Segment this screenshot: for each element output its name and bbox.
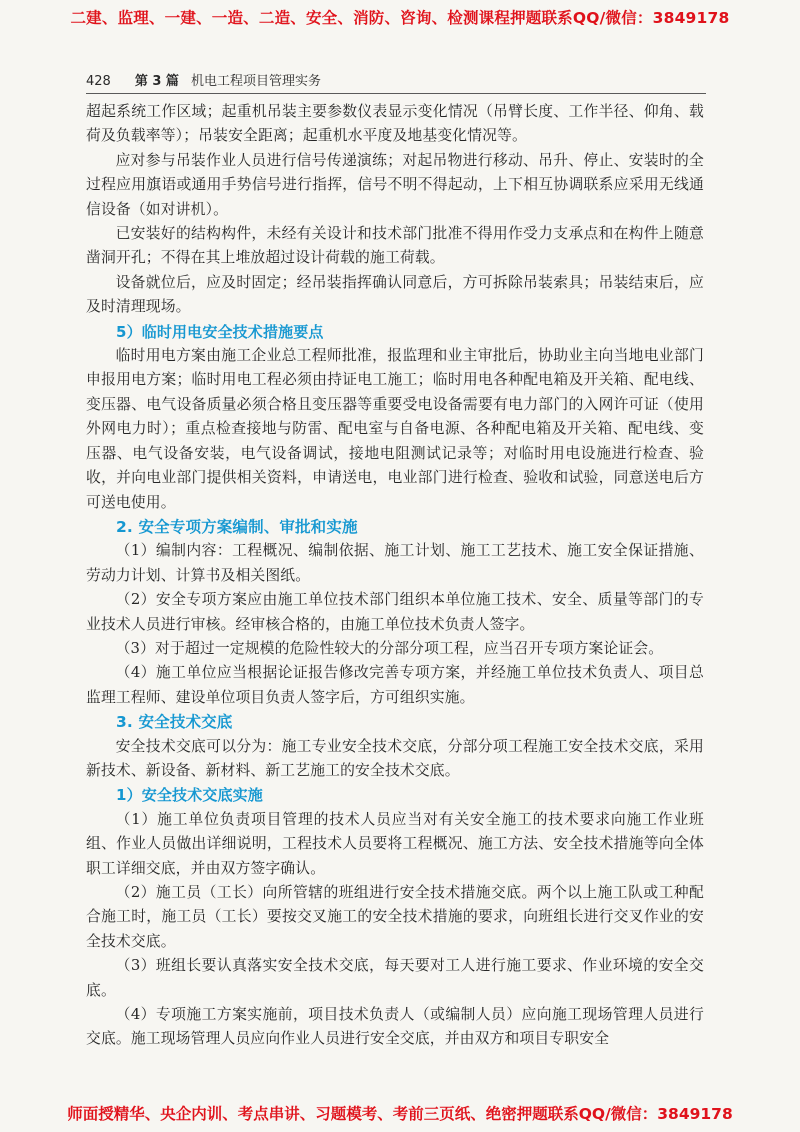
promo-banner-bottom: 师面授精华、央企内训、考点串讲、习题模考、考前三页纸、绝密押题联系QQ/微信：3849178 bbox=[67, 1105, 733, 1123]
promo-banner-top: 二建、监理、一建、一造、二造、安全、消防、咨询、检测课程押题联系QQ/微信：3849178 bbox=[70, 9, 730, 27]
part-label: 第 3 篇 bbox=[134, 74, 179, 89]
page-number: 428 bbox=[86, 74, 111, 89]
paragraph: （1）施工单位负责项目管理的技术人员应当对有关安全施工的技术要求向施工作业班组、作业人员做出详细说明，工程技术人员要将工程概况、施工方法、安全技术措施等向全体职工详细交底，并由双方签字确认。 bbox=[86, 810, 704, 877]
paragraph: （4）专项施工方案实施前，项目技术负责人（或编制人员）应向施工现场管理人员进行交底。施工现场管理人员应向作业人员进行安全交底，并由双方和项目专职安全 bbox=[86, 1006, 704, 1048]
page-body bbox=[86, 100, 704, 1052]
paragraph: （4）施工单位应当根据论证报告修改完善专项方案，并经施工单位技术负责人、项目总监理工程师、建设单位项目负责人签字后，方可组织实施。 bbox=[86, 664, 704, 706]
paragraph: 设备就位后，应及时固定；经吊装指挥确认同意后，方可拆除吊装索具；吊装结束后，应及时清理现场。 bbox=[86, 273, 704, 316]
paragraph: 应对参与吊装作业人员进行信号传递演练；对起吊物进行移动、吊升、停止、安装时的全过程应用旗语或通用手势信号进行指挥，信号不明不得起动，上下相互协调联系应采用无线通信设备（如对讲机）。 bbox=[86, 151, 704, 218]
section-heading: 2. 安全专项方案编制、审批和实施 bbox=[116, 517, 358, 536]
page-header bbox=[86, 70, 321, 89]
paragraph: （2）安全专项方案应由施工单位技术部门组织本单位施工技术、安全、质量等部门的专业技术人员进行审核。经审核合格的，由施工单位技术负责人签字。 bbox=[86, 591, 704, 633]
subsection-heading: 5）临时用电安全技术措施要点 bbox=[116, 322, 324, 341]
paragraph: 临时用电方案由施工企业总工程师批准，报监理和业主审批后，协助业主向当地电业部门申报用电方案；临时用电工程必须由持证电工施工；临时用电各种配电箱及开关箱、配电线、变压器、电气设备质量必须合格且变压器等重要受电设备需要有电力部门的入网许可证（使用外网电力时）；重点检查接地与防雷、配电室与自备电源、各种配电箱及开关箱、配电线、变压器、电气设备安装，电气设备调试，接地电阻测试记录等；对临时用电设施进行检查、验收，并向电业部门提供相关资料，申请送电，电业部门进行检查、验收和试验，同意送电后方可送电使用。 bbox=[86, 347, 704, 511]
header-divider bbox=[86, 93, 706, 94]
subsection-heading: 1）安全技术交底实施 bbox=[116, 786, 263, 805]
section-heading: 3. 安全技术交底 bbox=[116, 713, 233, 732]
part-title: 机电工程项目管理实务 bbox=[190, 74, 321, 89]
paragraph: （2）施工员（工长）向所管辖的班组进行安全技术措施交底。两个以上施工队或工种配合施工时，施工员（工长）要按交叉施工的安全技术措施的要求，向班组长进行交叉作业的安全技术交底。 bbox=[86, 884, 704, 950]
paragraph: 安全技术交底可以分为：施工专业安全技术交底，分部分项工程施工安全技术交底，采用新技术、新设备、新材料、新工艺施工的安全技术交底。 bbox=[86, 737, 704, 779]
paragraph: （1）编制内容：工程概况、编制依据、施工计划、施工工艺技术、施工安全保证措施、劳动力计划、计算书及相关图纸。 bbox=[86, 542, 704, 584]
paragraph: （3）对于超过一定规模的危险性较大的分部分项工程，应当召开专项方案论证会。 bbox=[115, 639, 664, 657]
paragraph: （3）班组长要认真落实安全技术交底，每天要对工人进行施工要求、作业环境的安全交底。 bbox=[86, 957, 704, 999]
paragraph: 超起系统工作区域；起重机吊装主要参数仪表显示变化情况（吊臂长度、工作半径、仰角、载荷及负载率等）；吊装安全距离；起重机水平度及地基变化情况等。 bbox=[86, 103, 704, 145]
paragraph: 已安装好的结构构件，未经有关设计和技术部门批准不得用作受力支承点和在构件上随意凿洞开孔；不得在其上堆放超过设计荷载的施工荷载。 bbox=[86, 225, 704, 267]
